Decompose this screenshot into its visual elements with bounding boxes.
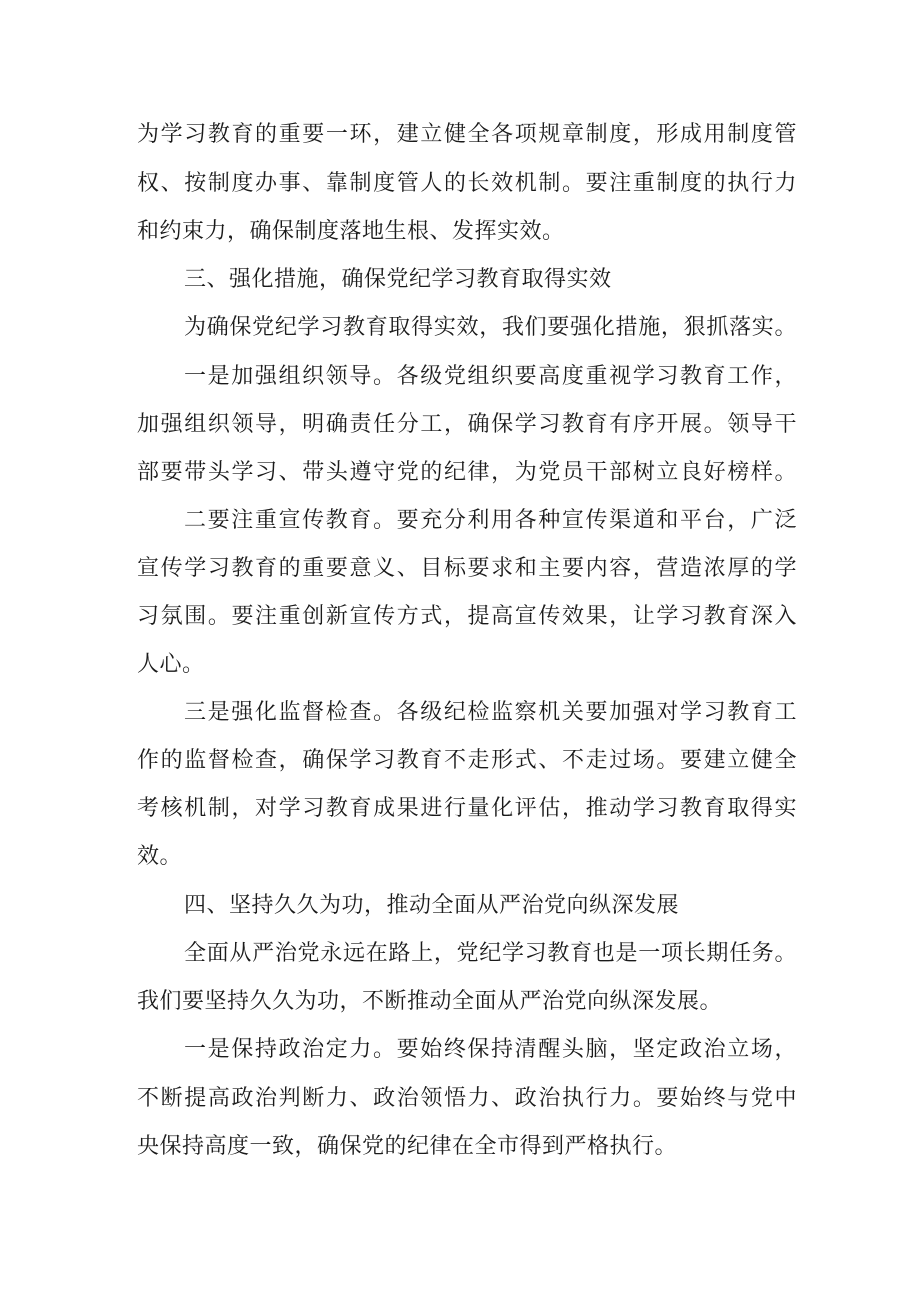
paragraph-line: 宣传学习教育的重要意义、目标要求和主要内容，营造浓厚的学 (137, 556, 797, 581)
paragraph-line: 习氛围。要注重创新宣传方式，提高宣传效果，让学习教育深入 (137, 604, 797, 629)
paragraph-line: 一是加强组织领导。各级党组织要高度重视学习教育工作， (184, 364, 797, 389)
paragraph-line: 和约束力，确保制度落地生根、发挥实效。 (137, 219, 565, 244)
paragraph-line: 不断提高政治判断力、政治领悟力、政治执行力。要始终与党中 (137, 1086, 797, 1111)
paragraph-line: 二要注重宣传教育。要充分利用各种宣传渠道和平台，广泛 (184, 508, 797, 533)
paragraph-line: 为学习教育的重要一环，建立健全各项规章制度，形成用制度管 (137, 122, 797, 147)
paragraph-line: 一是保持政治定力。要始终保持清醒头脑，坚定政治立场， (184, 1037, 797, 1062)
section-heading-3: 三、强化措施，确保党纪学习教育取得实效 (184, 267, 612, 292)
paragraph-line: 效。 (137, 844, 183, 869)
section-heading-4: 四、坚持久久为功，推动全面从严治党向纵深发展 (184, 893, 680, 918)
paragraph-line: 央保持高度一致，确保党的纪律在全市得到严格执行。 (137, 1134, 678, 1159)
paragraph-line: 作的监督检查，确保学习教育不走形式、不走过场。要建立健全 (137, 748, 797, 773)
paragraph-line: 为确保党纪学习教育取得实效，我们要强化措施，狠抓落实。 (184, 315, 797, 340)
paragraph-line: 加强组织领导，明确责任分工，确保学习教育有序开展。领导干 (137, 412, 797, 437)
paragraph-line: 考核机制，对学习教育成果进行量化评估，推动学习教育取得实 (137, 796, 797, 821)
paragraph-line: 全面从严治党永远在路上，党纪学习教育也是一项长期任务。 (184, 941, 797, 966)
paragraph-line: 部要带头学习、带头遵守党的纪律，为党员干部树立良好榜样。 (137, 460, 797, 485)
paragraph-line: 权、按制度办事、靠制度管人的长效机制。要注重制度的执行力 (137, 171, 797, 196)
paragraph-line: 我们要坚持久久为功，不断推动全面从严治党向纵深发展。 (137, 989, 723, 1014)
paragraph-line: 人心。 (137, 652, 205, 677)
paragraph-line: 三是强化监督检查。各级纪检监察机关要加强对学习教育工 (184, 700, 797, 725)
